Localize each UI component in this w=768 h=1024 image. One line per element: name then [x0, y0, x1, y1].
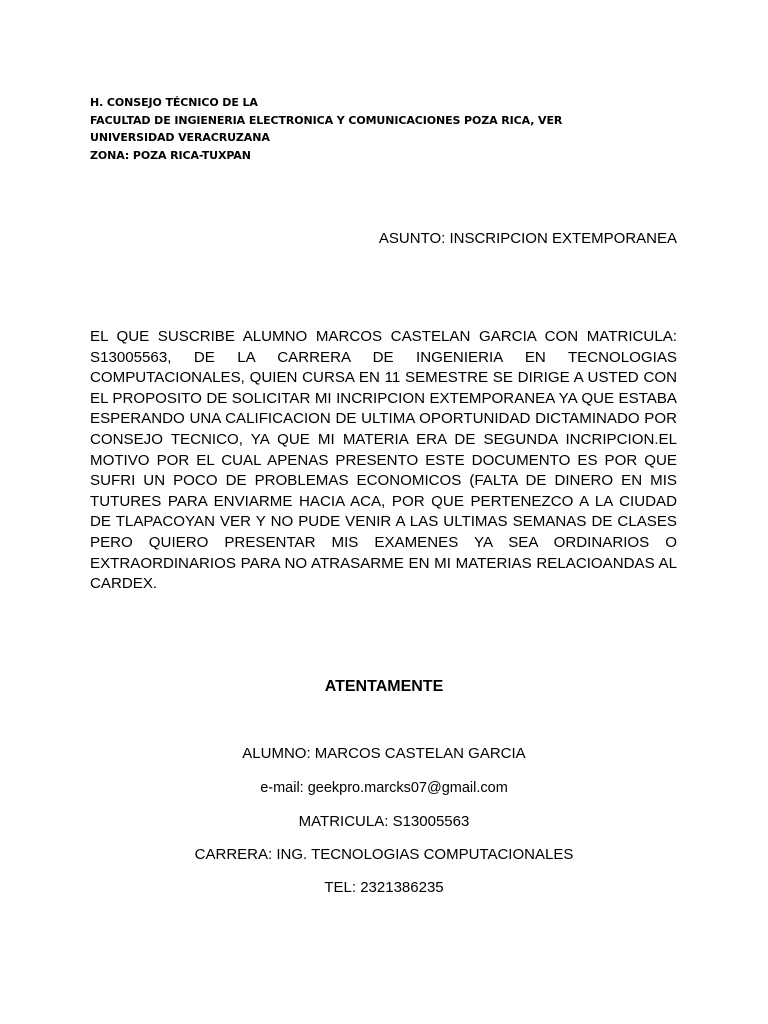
signature-phone: TEL: 2321386235	[324, 879, 444, 896]
signature-student-name: ALUMNO: MARCOS CASTELAN GARCIA	[242, 745, 526, 762]
letter-body: EL QUE SUSCRIBE ALUMNO MARCOS CASTELAN GARCIA CON MATRICULA: S13005563, DE LA CARRERA DE INGENIERIA EN TECNOLOGIAS COMPUTACIONALES, QUIEN CURSA EN 11 SEMESTRE SE DIRIGE A USTED CON EL PROPOSITO DE SOLICITAR MI INCRIPCION EXTEMPORANEA YA QUE ESTABA ESPERANDO UNA CALIFICACION DE ULTIMA OPORTUNIDAD DICTAMINADO POR CONSEJO TECNICO, YA QUE MI MATERIA ERA DE SEGUNDA INCRIPCION.EL MOTIVO POR EL CUAL APENAS PRESENTO ESTE DOCUMENTO ES POR QUE SUFRI UN POCO DE PROBLEMAS ECONOMICOS (FALTA DE DINERO EN MIS TUTURES PARA ENVIARME HACIA ACA, POR QUE PERTENEZCO A LA CIUDAD DE TLAPACOYAN VER Y NO PUDE VENIR A LAS ULTIMAS SEMANAS DE CLASES PERO QUIERO PRESENTAR MIS EXAMENES YA SEA ORDINARIOS O EXTRAORDINARIOS PARA NO ATRASARME EN MI MATERIAS RELACIOANDAS AL CARDEX.	[90, 328, 677, 593]
addressee-line-faculty: FACULTAD DE INGIENERIA ELECTRONICA Y COMUNICACIONES POZA RICA, VER	[90, 113, 563, 127]
subject-line: ASUNTO: INSCRIPCION EXTEMPORANEA	[378, 230, 677, 247]
addressee-line-university: UNIVERSIDAD VERACRUZANA	[90, 131, 270, 144]
closing-salutation: ATENTAMENTE	[324, 678, 444, 695]
addressee-line-zone: ZONA: POZA RICA-TUXPAN	[90, 148, 251, 162]
signature-carrera: CARRERA: ING. TECNOLOGIAS COMPUTACIONALES	[194, 846, 574, 863]
signature-matricula: MATRICULA: S13005563	[298, 813, 470, 830]
signature-email: e-mail: geekpro.marcks07@gmail.com	[260, 780, 508, 796]
addressee-block	[90, 94, 690, 164]
addressee-line-council: H. CONSEJO TÉCNICO DE LA	[90, 96, 258, 109]
